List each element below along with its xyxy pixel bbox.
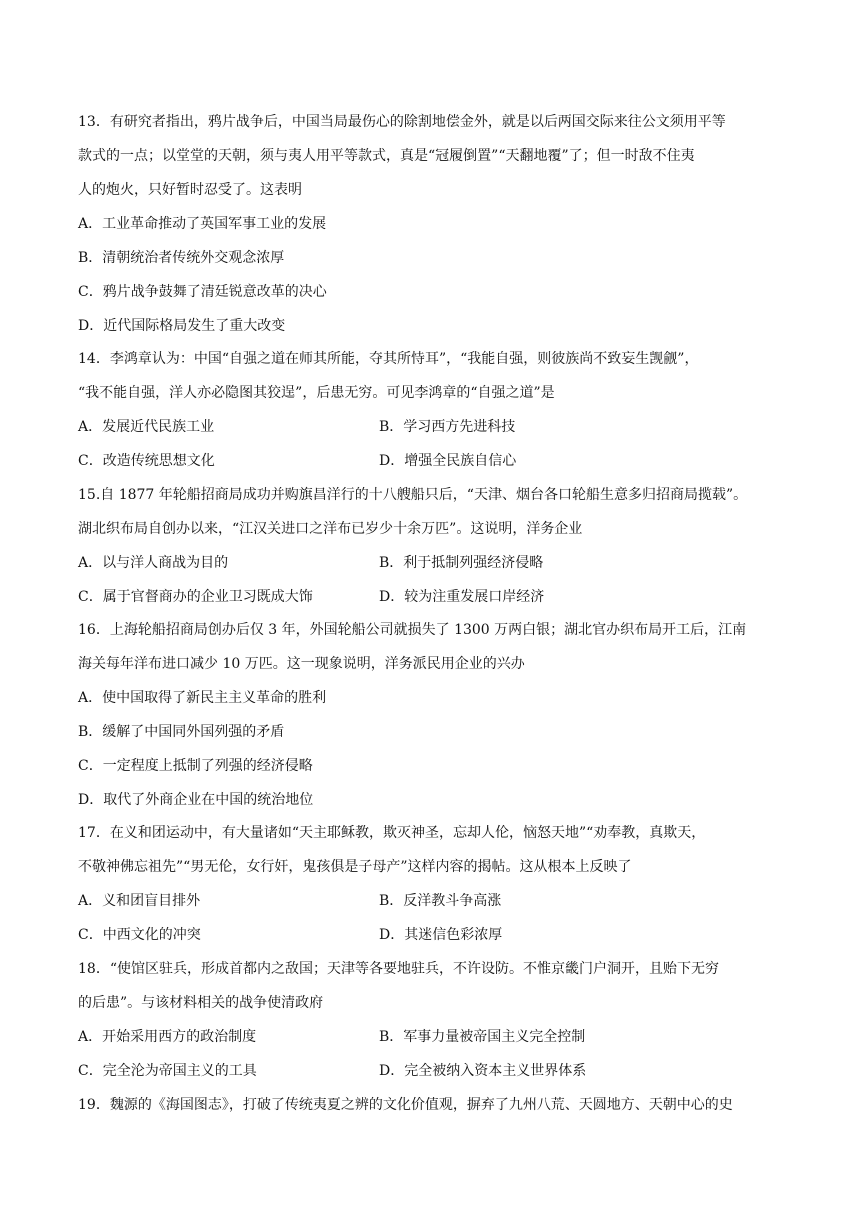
q14-option-a: A．发展近代民族工业 — [78, 419, 215, 435]
q17-option-d: D．其迷信色彩浓厚 — [379, 927, 503, 943]
q17-option-c: C．中西文化的冲突 — [78, 927, 201, 943]
q13-option-d: D．近代国际格局发生了重大改变 — [78, 318, 286, 334]
q13-stem-line-2: 款式的一点；以堂堂的天朝，须与夷人用平等款式，真是“冠履倒置”“天翻地覆”了；但一时敌不住夷 — [78, 148, 695, 164]
q18-option-b: B．军事力量被帝国主义完全控制 — [379, 1029, 586, 1045]
q14-stem-line-2: “我不能自强，洋人亦必隐图其狡逞”，后患无穷。可见李鸿章的“自强之道”是 — [78, 385, 555, 401]
q16-option-c: C．一定程度上抵制了列强的经济侵略 — [78, 758, 313, 774]
q13-option-a: A．工业革命推动了英国军事工业的发展 — [78, 216, 327, 232]
q15-option-b: B．利于抵制列强经济侵略 — [379, 555, 544, 571]
q16-stem-line-2: 海关每年洋布进口减少 10 万匹。这一现象说明，洋务派民用企业的兴办 — [78, 656, 525, 672]
q17-stem-line-2: 不敬神佛忘祖先”“男无伦，女行奸，鬼孩俱是子母产”这样内容的揭帖。这从根本上反映了 — [78, 859, 632, 875]
q17-option-b: B．反洋教斗争高涨 — [379, 893, 502, 909]
q18-option-d: D．完全被纳入资本主义世界体系 — [379, 1063, 587, 1079]
q15-option-a: A．以与洋人商战为目的 — [78, 555, 229, 571]
q15-option-d: D．较为注重发展口岸经济 — [379, 589, 545, 605]
q15-stem-line-2: 湖北织布局自创办以来，“江汉关进口之洋布已岁少十余万匹”。这说明，洋务企业 — [78, 521, 583, 537]
q14-option-c: C．改造传统思想文化 — [78, 453, 215, 469]
q17-stem-line-1: 17．在义和团运动中，有大量诸如“天主耶稣教，欺灭神圣，忘却人伦，恼怒天地”“劝奉教，真欺天， — [78, 825, 706, 841]
q18-stem-line-1: 18．“使馆区驻兵，形成首都内之敌国；天津等各要地驻兵，不许设防。不惟京畿门户洞开，且贻下无穷 — [78, 961, 719, 977]
q13-option-b: B．清朝统治者传统外交观念浓厚 — [78, 250, 285, 266]
q14-option-d: D．增强全民族自信心 — [379, 453, 517, 469]
q16-option-b: B．缓解了中国同外国列强的矛盾 — [78, 724, 285, 740]
q13-stem-line-1: 13．有研究者指出，鸦片战争后，中国当局最伤心的除割地偿金外，就是以后两国交际来往公文须用平等 — [78, 114, 726, 130]
q15-option-c: C．属于官督商办的企业卫习既成大饰 — [78, 589, 313, 605]
q13-stem-line-3: 人的炮火，只好暂时忍受了。这表明 — [78, 182, 302, 198]
q17-option-a: A．义和团盲目排外 — [78, 893, 201, 909]
q14-option-b: B．学习西方先进科技 — [379, 419, 516, 435]
q18-option-a: A．开始采用西方的政治制度 — [78, 1029, 257, 1045]
q18-stem-line-2: 的后患”。与该材料相关的战争使清政府 — [78, 995, 324, 1011]
q15-stem-line-1: 15.自 1877 年轮船招商局成功并购旗昌洋行的十八艘船只后，“天津、烟台各口轮船生意多归招商局揽载”。 — [78, 487, 748, 503]
q16-option-d: D．取代了外商企业在中国的统治地位 — [78, 792, 314, 808]
q16-option-a: A．使中国取得了新民主主义革命的胜利 — [78, 690, 327, 706]
q14-stem-line-1: 14．李鸿章认为：中国“自强之道在师其所能，夺其所恃耳”，“我能自强，则彼族尚不致妄生觊觎”， — [78, 351, 699, 367]
q18-option-c: C．完全沦为帝国主义的工具 — [78, 1063, 257, 1079]
q16-stem-line-1: 16．上海轮船招商局创办后仅 3 年，外国轮船公司就损失了 1300 万两白银；湖北官办织布局开工后，江南 — [78, 622, 747, 638]
q19-stem-line-1: 19．魏源的《海国图志》，打破了传统夷夏之辨的文化价值观，摒弃了九州八荒、天圆地方、天朝中心的史 — [78, 1097, 733, 1113]
q13-option-c: C．鸦片战争鼓舞了清廷锐意改革的决心 — [78, 284, 327, 300]
